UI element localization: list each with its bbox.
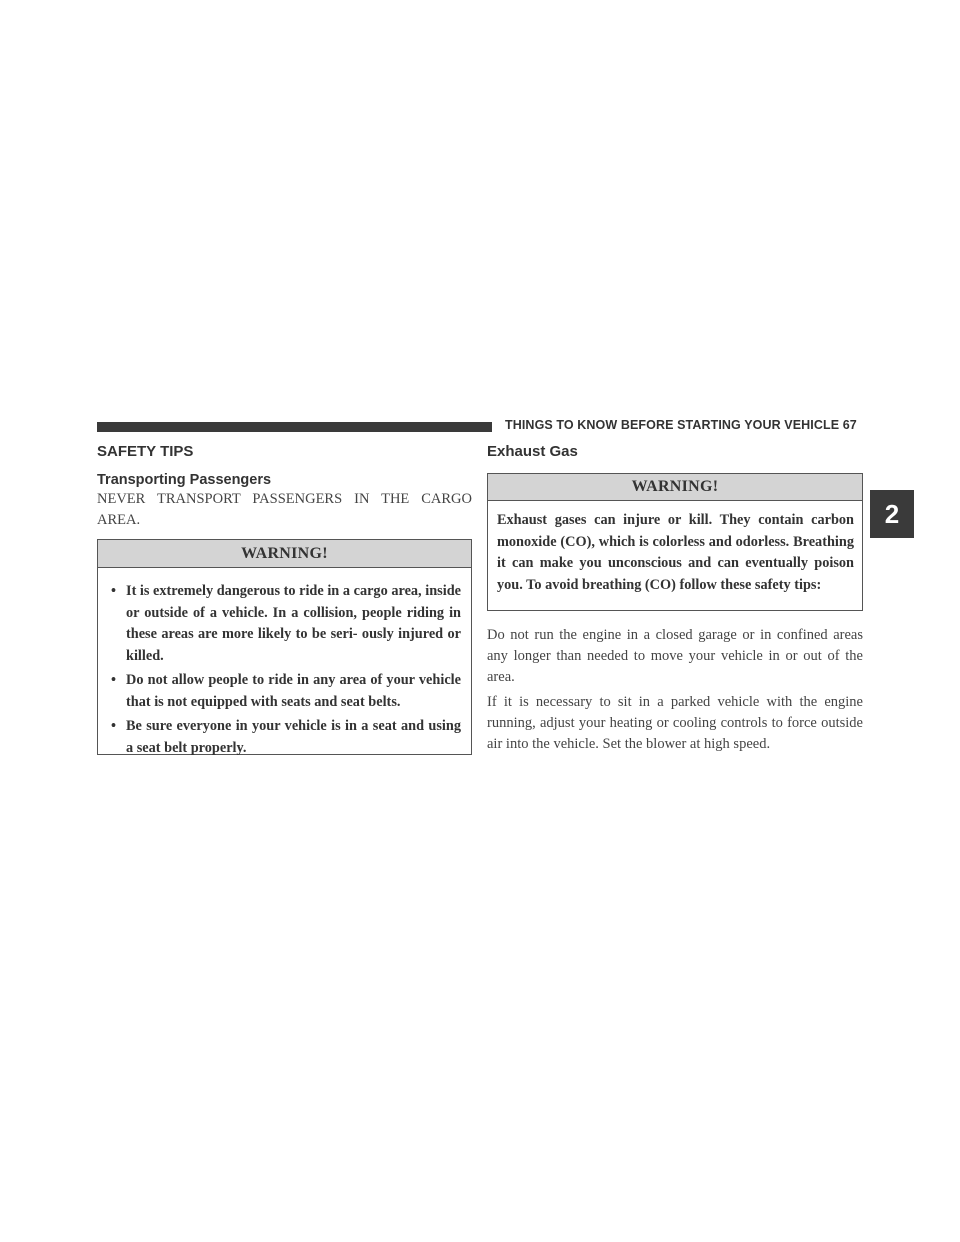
warning-text: Exhaust gases can injure or kill. They contain carbon monoxide (CO), which is colorless and odorless. Breathing it can make you unconscious and can eventually poison you. To avoid breathing (CO) follow these safety tips: xyxy=(497,512,854,593)
paragraph-confined-areas: Do not run the engine in a closed garage or in confined areas any longer than needed to move your vehicle in or out of the area. xyxy=(487,627,863,685)
warning-body xyxy=(98,568,471,759)
warning-item xyxy=(108,670,461,713)
section-title-exhaust-gas: Exhaust Gas xyxy=(487,443,578,460)
warning-item xyxy=(108,716,461,759)
subsection-title-transporting-passengers: Transporting Passengers xyxy=(97,472,272,488)
warning-title: WARNING! xyxy=(488,474,862,501)
warning-list xyxy=(108,581,461,759)
warning-item xyxy=(108,581,461,667)
warning-box-passengers xyxy=(97,539,472,755)
bullet-icon: • xyxy=(111,583,117,599)
bullet-icon: • xyxy=(111,672,117,688)
warning-item-text: Be sure everyone in your vehicle is in a seat and using a seat belt properly. xyxy=(126,718,461,756)
paragraph-parked-vehicle: If it is necessary to sit in a parked vehicle with the engine running, adjust your heating or cooling controls to force outside air into the vehicle. Set the blower at high speed. xyxy=(487,694,863,752)
section-title-safety-tips: SAFETY TIPS xyxy=(97,443,194,460)
chapter-tab: 2 xyxy=(870,490,914,538)
warning-box-exhaust xyxy=(487,473,863,611)
warning-item-text: Do not allow people to ride in any area of your vehicle that is not equipped with seats and seat belts. xyxy=(126,672,461,710)
running-header: THINGS TO KNOW BEFORE STARTING YOUR VEHICLE 67 xyxy=(505,418,857,432)
warning-item-text: It is extremely dangerous to ride in a cargo area, inside or outside of a vehicle. In a collision, people riding in these areas are more likely to be seri- ously injured or killed. xyxy=(126,583,461,664)
bullet-icon: • xyxy=(111,718,117,734)
warning-title: WARNING! xyxy=(98,540,471,568)
intro-text: NEVER TRANSPORT PASSENGERS IN THE CARGO AREA. xyxy=(97,491,472,528)
header-rule xyxy=(97,422,492,432)
